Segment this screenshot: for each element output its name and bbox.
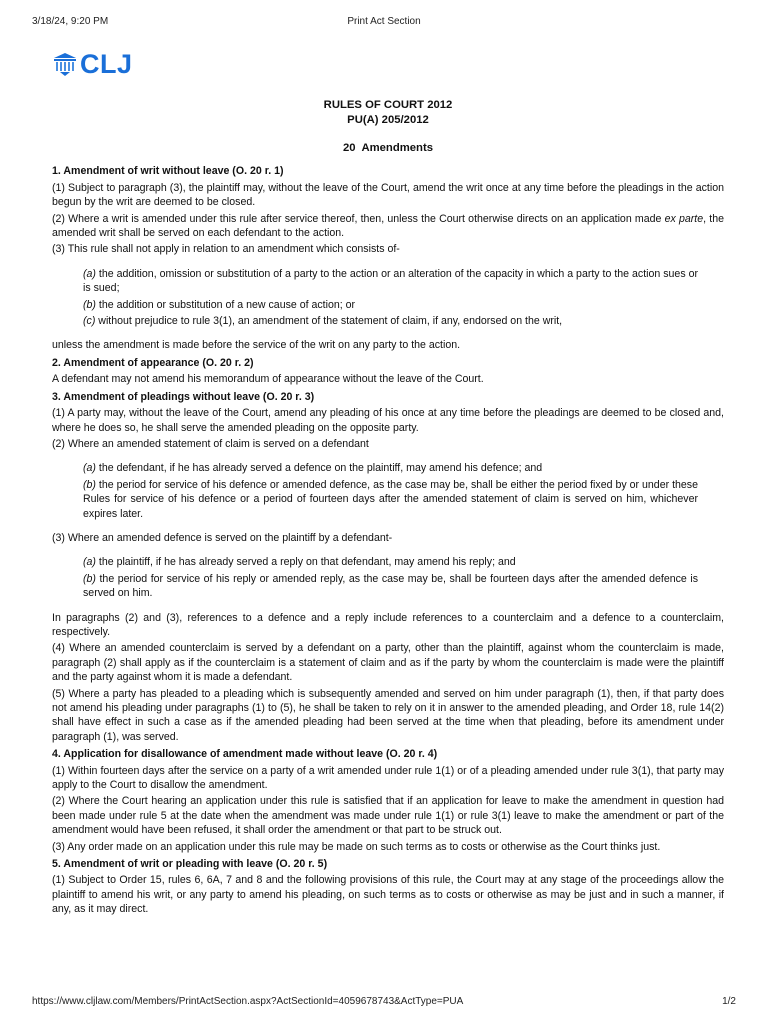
page-number: 1/2	[722, 996, 736, 1007]
section-1-item-c: (c) without prejudice to rule 3(1), an amendment of the statement of claim, if any, endorsed on the writ,	[83, 315, 563, 328]
section-1-para-3: (3) This rule shall not apply in relation to an amendment which consists of-	[52, 243, 400, 256]
logo-text: CLJ	[80, 49, 133, 79]
section-3-item-3b: (b) the period for service of his reply or amended reply, as the case may be, shall be fourteen days after the amended defence is served on him.	[83, 572, 698, 600]
section-1-tail: unless the amendment is made before the service of the writ on any party to the action.	[52, 339, 461, 352]
section-1-para-1: (1) Subject to paragraph (3), the plaintiff may, without the leave of the Court, amend the writ once at any time before the pleadings in the action begun by the writ are deemed to be closed.	[52, 181, 724, 209]
section-3-para-4: (4) Where an amended counterclaim is served by a defendant on a party, other than the plaintiff, against whom the counterclaim is made, paragraph (2) shall apply as if the counterclaim is a statement of claim and as if the party by whom the counterclaim is made were the plaintiff and the party against whom it is made a defendant.	[52, 642, 724, 684]
building-columns-icon	[52, 51, 78, 77]
section-3-para-2: (2) Where an amended statement of claim is served on a defendant	[52, 437, 369, 450]
act-section-content	[52, 98, 724, 919]
order-heading	[52, 141, 724, 155]
section-1-sublist	[83, 267, 698, 329]
section-3-para-5: (5) Where a party has pleaded to a pleading which is subsequently amended and served on him under paragraph (1), then, if that party does not amend his pleading under paragraphs (1) to (5), he shall be taken to rely on it in answer to the amended pleading, and Order 18, rule 14(2) shall have effect in such a case as if the amended pleading had been served at the time when that pleading, before its amendment under paragraph (1), was served.	[52, 687, 724, 743]
section-3-sublist-3	[83, 555, 698, 600]
section-3-para-refs: In paragraphs (2) and (3), references to a defence and a reply include references to a counterclaim and a defence to a counterclaim, respectively.	[52, 611, 724, 638]
section-3-para-3: (3) Where an amended defence is served on the plaintiff by a defendant-	[52, 531, 393, 544]
rules-reference: PU(A) 205/2012	[347, 114, 429, 126]
section-1-item-a: (a) the addition, omission or substitution of a party to the action or an alteration of the capacity in which a party to the action sues or is sued;	[83, 267, 698, 295]
order-number: 20	[343, 142, 356, 154]
rules-title: RULES OF COURT 2012	[323, 99, 453, 111]
section-4-title: 4. Application for disallowance of amendment made without leave (O. 20 r. 4)	[52, 748, 438, 761]
section-5-para-1: (1) Subject to Order 15, rules 6, 6A, 7 and 8 and the following provisions of this rule, the Court may at any stage of the proceedings allow the plaintiff to amend his writ, or any party to amend his pleading, on such terms as to costs or otherwise as may be just and in such a manner, if any, as it may direct.	[52, 874, 724, 916]
section-2-title: 2. Amendment of appearance (O. 20 r. 2)	[52, 356, 254, 369]
section-4-para-2: (2) Where the Court hearing an application under this rule is satisfied that if an application for leave to make the amendment in question had been made under rule 5 at the date when the amendment was made under rule 1(1) or rule 3(1) leave to make the amendment or part of the amendment would have been refused, it shall order the amendment or that part to be struck out.	[52, 795, 724, 837]
section-1-item-b: (b) the addition or substitution of a new cause of action; or	[83, 298, 356, 311]
section-3-item-2b: (b) the period for service of his defence or amended defence, as the case may be, shall be either the period fixed by or under these Rules for service of his defence or a period of fourteen days after the amended statement of claim is served on him, whichever expires later.	[83, 478, 698, 520]
section-4-para-1: (1) Within fourteen days after the service on a party of a writ amended under rule 1(1) or of a pleading amended under rule 3(1), that party may apply to the Court to disallow the amendment.	[52, 764, 724, 792]
section-3-title: 3. Amendment of pleadings without leave (O. 20 r. 3)	[52, 390, 315, 403]
section-3-sublist-2	[83, 461, 698, 521]
print-url: https://www.cljlaw.com/Members/PrintActSection.aspx?ActSectionId=4059678743&ActType=PUA	[32, 996, 464, 1007]
print-header	[32, 16, 736, 30]
section-3-item-3a: (a) the plaintiff, if he has already served a reply on that defendant, may amend his reply; and	[83, 556, 516, 569]
section-3-para-1: (1) A party may, without the leave of the Court, amend any pleading of his once at any time before the pleadings are deemed to be closed and, where he does so, he shall serve the amended pleading on the opposite party.	[52, 407, 724, 434]
section-1-para-2: (2) Where a writ is amended under this rule after service thereof, then, unless the Court otherwise directs on an application made ex parte, the amended writ shall be served on each defendant to the action.	[52, 212, 724, 240]
section-1-title: 1. Amendment of writ without leave (O. 20 r. 1)	[52, 165, 284, 178]
section-4-para-3: (3) Any order made on an application under this rule may be made on such terms as to costs or otherwise as the Court thinks just.	[52, 840, 661, 853]
print-date: 3/18/24, 9:20 PM	[32, 16, 109, 27]
section-3-item-2a: (a) the defendant, if he has already served a defence on the plaintiff, may amend his defence; and	[83, 462, 543, 475]
clj-logo[interactable]	[52, 49, 133, 79]
order-title: Amendments	[361, 142, 433, 154]
section-5-title: 5. Amendment of writ or pleading with leave (O. 20 r. 5)	[52, 858, 328, 871]
section-2-para-1: A defendant may not amend his memorandum of appearance without the leave of the Court.	[52, 373, 484, 386]
print-page-title: Print Act Section	[347, 16, 421, 27]
